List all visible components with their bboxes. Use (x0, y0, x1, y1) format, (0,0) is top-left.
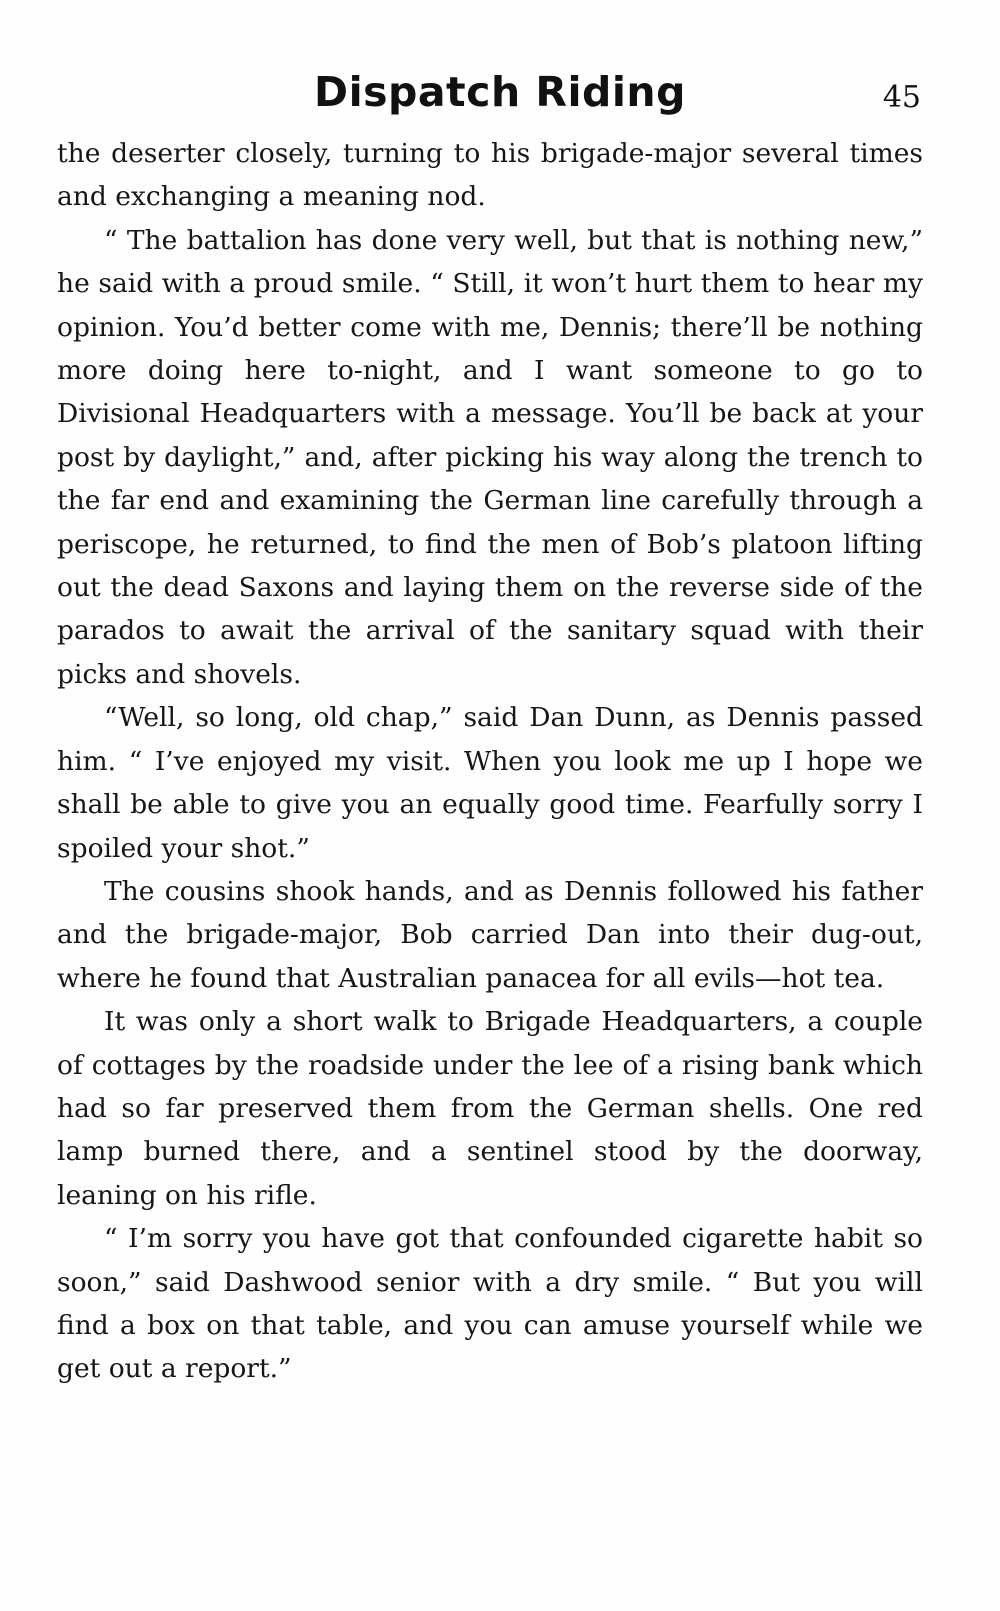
page-number: 45 (882, 80, 921, 115)
paragraph-4: The cousins shook hands, and as Dennis followed his father and the brigade-major, Bob carried Dan into their dug-out, where he found that Australian panacea for all evils—hot tea. (57, 875, 923, 994)
paragraph-3: “Well, so long, old chap,” said Dan Dunn, as Dennis passed him. “ I’ve enjoyed my visit. When you look me up I hope we shall be able to give you an equally good time. Fearfully sorry I spoiled your shot.” (57, 702, 923, 864)
paragraph-5: It was only a short walk to Brigade Headquarters, a couple of cottages by the roadside under the lee of a rising bank which had so far preserved them from the German shells. One red lamp burned there, and a sentinel stood by the doorway, leaning on his rifle. (57, 1006, 923, 1211)
paragraph-6: “ I’m sorry you have got that confounded cigarette habit so soon,” said Dashwood senior with a dry smile. “ But you will find a box on that table, and you can amuse yourself while we get out a report.” (57, 1223, 923, 1385)
running-head (0, 60, 1000, 124)
running-title: Dispatch Riding (314, 68, 686, 116)
paragraph-1: the deserter closely, turning to his brigade-major several times and exchanging a meaning nod. (57, 138, 923, 213)
body-text (57, 132, 923, 1391)
paragraph-2: “ The battalion has done very well, but that is nothing new,” he said with a proud smile. “ Still, it won’t hurt them to hear my opinion. You’d better come with me, Dennis; there’ll be nothing more doing here to-night, and I want someone to go to Divisional Headquarters with a message. You’ll be back at your post by daylight,” and, after picking his way along the trench to the far end and examining the German line carefully through a periscope, he returned, to find the men of Bob’s platoon lifting out the dead Saxons and laying them on the reverse side of the parados to await the arrival of the sanitary squad with their picks and shovels. (57, 224, 923, 690)
